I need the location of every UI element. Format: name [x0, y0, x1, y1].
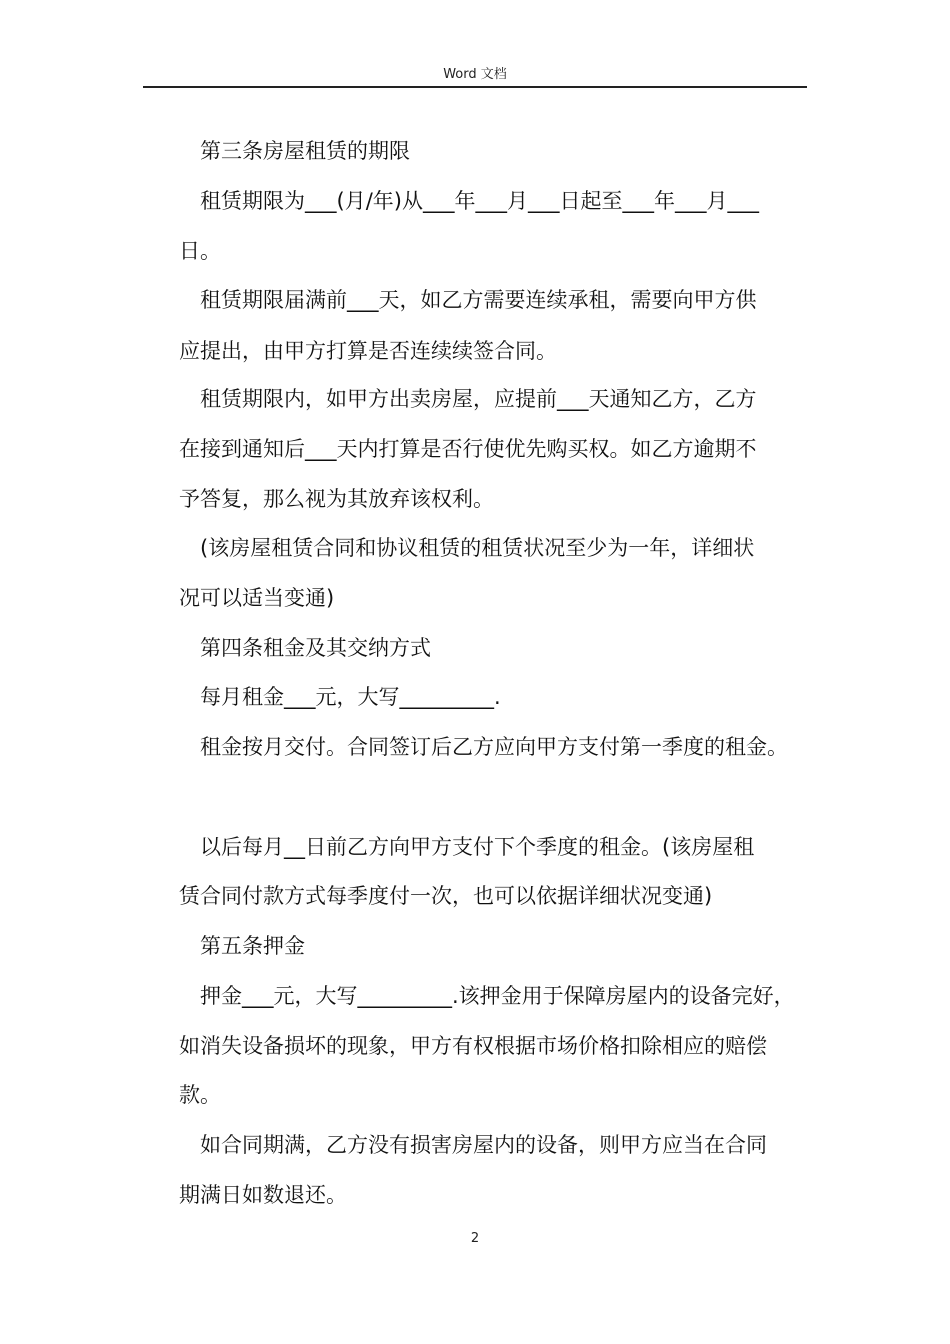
- paragraph-line: 赁合同付款方式每季度付一次，也可以依据详细状况变通): [179, 884, 713, 908]
- paragraph-line: 款。: [179, 1083, 221, 1107]
- paragraph-line: 期满日如数退还。: [179, 1183, 347, 1207]
- header-divider: [143, 86, 807, 88]
- paragraph-line: 应提出，由甲方打算是否连续续签合同。: [179, 339, 557, 363]
- paragraph-line: 第五条押金: [200, 934, 305, 958]
- paragraph-line: (该房屋租赁合同和协议租赁的租赁状况至少为一年，详细状: [200, 536, 755, 560]
- paragraph-line: 如消失设备损坏的现象，甲方有权根据市场价格扣除相应的赔偿: [179, 1034, 767, 1058]
- page-header-title: Word 文档: [443, 67, 507, 82]
- paragraph-line: 租赁期限届满前___天，如乙方需要连续承租，需要向甲方供: [200, 288, 757, 312]
- paragraph-line: 况可以适当变通): [179, 586, 335, 610]
- paragraph-line: 在接到通知后___天内打算是否行使优先购买权。如乙方逾期不: [179, 437, 757, 461]
- paragraph-line: 租金按月交付。合同签订后乙方应向甲方支付第一季度的租金。: [200, 735, 788, 759]
- paragraph-line: 以后每月__日前乙方向甲方支付下个季度的租金。(该房屋租: [200, 835, 755, 859]
- paragraph-line: 租赁期限为___(月/年)从___年___月___日起至___年___月___: [200, 189, 759, 213]
- paragraph-line: 日。: [179, 239, 221, 263]
- paragraph-line: 如合同期满，乙方没有损害房屋内的设备，则甲方应当在合同: [200, 1133, 767, 1157]
- paragraph-line: 押金___元，大写_________.该押金用于保障房屋内的设备完好，: [200, 984, 795, 1008]
- paragraph-line: 予答复，那么视为其放弃该权利。: [179, 487, 494, 511]
- paragraph-line: 每月租金___元，大写_________.: [200, 685, 501, 709]
- page-number: 2: [470, 1231, 480, 1246]
- paragraph-line: 租赁期限内，如甲方出卖房屋，应提前___天通知乙方，乙方: [200, 387, 757, 411]
- paragraph-line: 第四条租金及其交纳方式: [200, 636, 431, 660]
- paragraph-line: 第三条房屋租赁的期限: [200, 139, 410, 163]
